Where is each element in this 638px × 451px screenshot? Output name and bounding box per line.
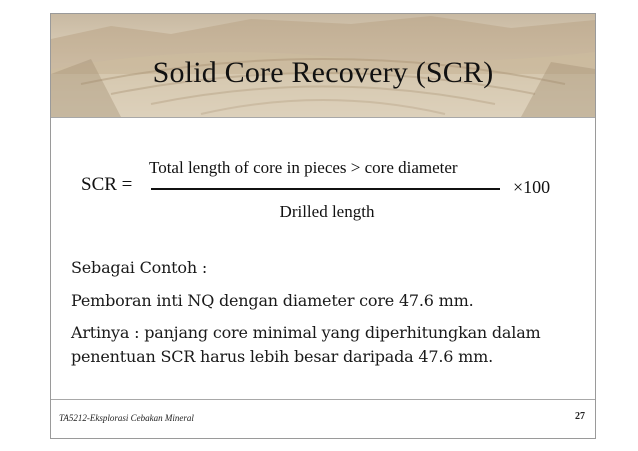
fraction-bar <box>151 188 500 190</box>
title-banner-image <box>51 14 595 117</box>
slide <box>50 13 596 439</box>
formula-denominator: Drilled length <box>279 202 375 221</box>
formula-multiplier: ×100 <box>513 177 551 197</box>
page-number: 27 <box>575 411 585 422</box>
footer-divider <box>51 399 595 400</box>
formula-lhs: SCR = <box>81 174 133 195</box>
formula-denominator-wrap <box>51 202 595 222</box>
example-heading: Sebagai Contoh : <box>71 258 208 277</box>
slide-title: Solid Core Recovery (SCR) <box>152 56 494 89</box>
formula-numerator: Total length of core in pieces > core diameter <box>149 158 458 177</box>
title-divider <box>51 117 595 118</box>
course-footer: TA5212-Eksplorasi Cebakan Mineral <box>59 413 194 423</box>
explanation-paragraph: Artinya : panjang core minimal yang diperhitungkan dalam penentuan SCR harus lebih besar daripada 47.6 mm. <box>71 323 541 366</box>
example-line: Pemboran inti NQ dengan diameter core 47.6 mm. <box>71 291 474 310</box>
